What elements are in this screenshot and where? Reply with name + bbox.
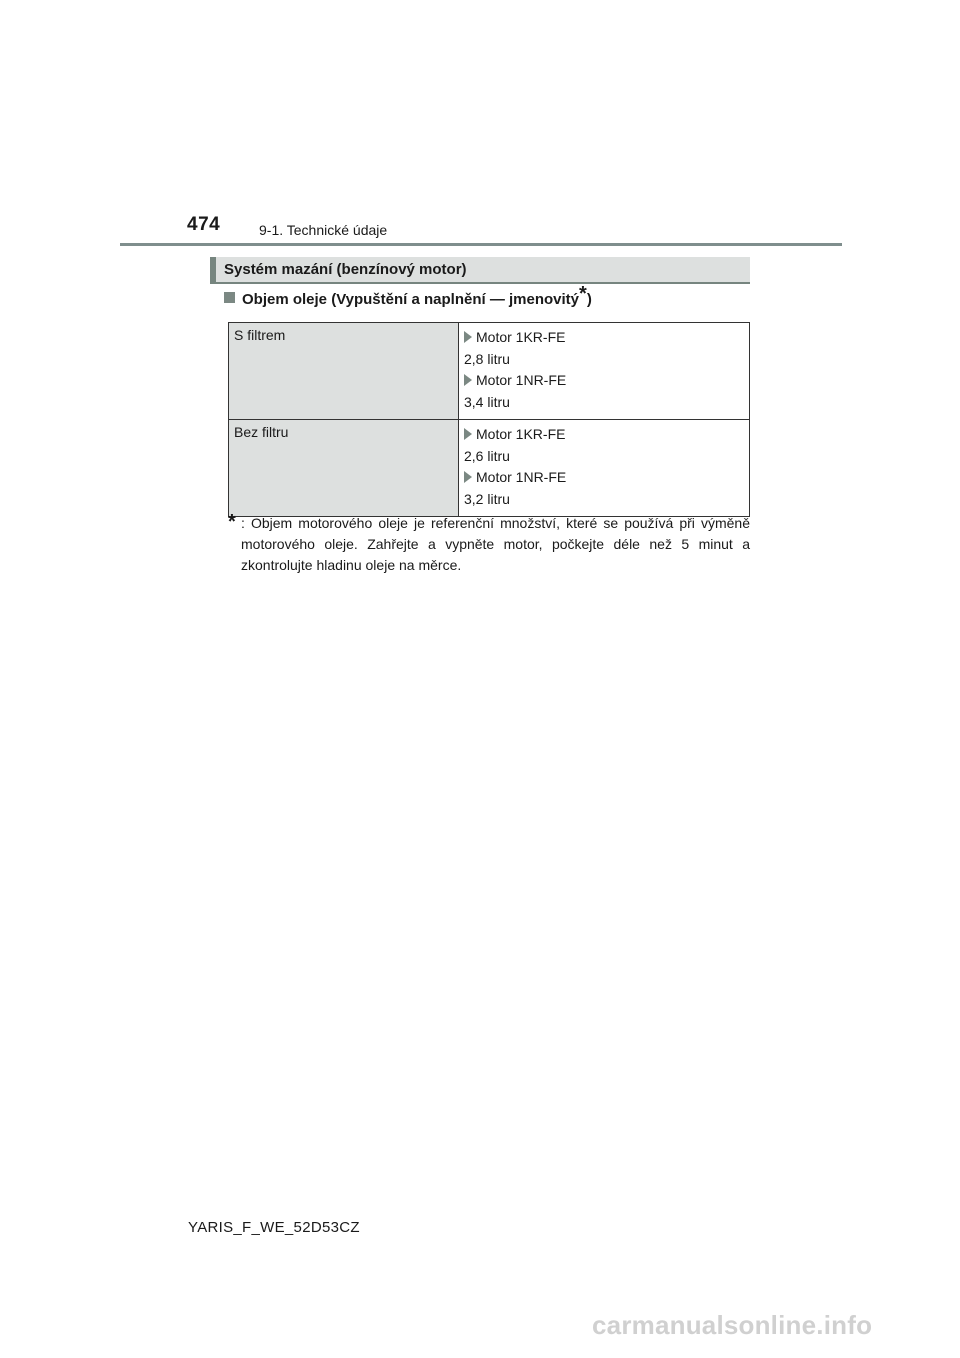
section-title: Systém mazání (benzínový motor) <box>224 261 467 278</box>
row-label: S filtrem <box>229 323 459 420</box>
section-header-bar <box>210 257 216 282</box>
motor-name: Motor 1NR-FE <box>476 469 567 485</box>
header-rule <box>120 243 842 246</box>
oil-capacity-table <box>228 322 750 517</box>
motor-entry <box>464 370 744 391</box>
section-header <box>210 257 750 284</box>
table-row <box>229 323 750 420</box>
subheading-text: Objem oleje (Vypuštění a naplnění — jmenovitý <box>242 291 580 308</box>
footnote-text: : Objem motorového oleje je referenční množství, které se používá při výměně motorového oleje. Zahřejte a vypněte motor, počkejte déle než 5 minut a zkontrolujte hladinu oleje na měrce. <box>241 515 750 573</box>
volume-value: 2,6 litru <box>464 448 510 464</box>
motor-name: Motor 1NR-FE <box>476 372 567 388</box>
motor-entry <box>464 327 744 348</box>
watermark: carmanualsonline.info <box>592 1310 873 1340</box>
row-values <box>459 420 750 517</box>
asterisk-mark: * <box>579 283 587 305</box>
subheading-close: ) <box>586 291 592 308</box>
chapter-title: 9-1. Technické údaje <box>259 222 388 238</box>
document-code: YARIS_F_WE_52D53CZ <box>188 1219 360 1236</box>
triangle-bullet-icon <box>464 331 472 343</box>
motor-entry <box>464 467 744 488</box>
volume-value: 3,2 litru <box>464 491 510 507</box>
volume-value: 3,4 litru <box>464 394 510 410</box>
row-label: Bez filtru <box>229 420 459 517</box>
page-number: 474 <box>187 214 221 235</box>
triangle-bullet-icon <box>464 374 472 386</box>
motor-name: Motor 1KR-FE <box>476 329 566 345</box>
table-row <box>229 420 750 517</box>
triangle-bullet-icon <box>464 471 472 483</box>
motor-entry <box>464 424 744 445</box>
subheading <box>224 283 592 308</box>
footnote-mark: * <box>228 511 236 533</box>
footnote <box>228 513 750 576</box>
motor-name: Motor 1KR-FE <box>476 426 566 442</box>
volume-value: 2,8 litru <box>464 351 510 367</box>
square-bullet-icon <box>224 292 235 303</box>
triangle-bullet-icon <box>464 428 472 440</box>
row-values <box>459 323 750 420</box>
